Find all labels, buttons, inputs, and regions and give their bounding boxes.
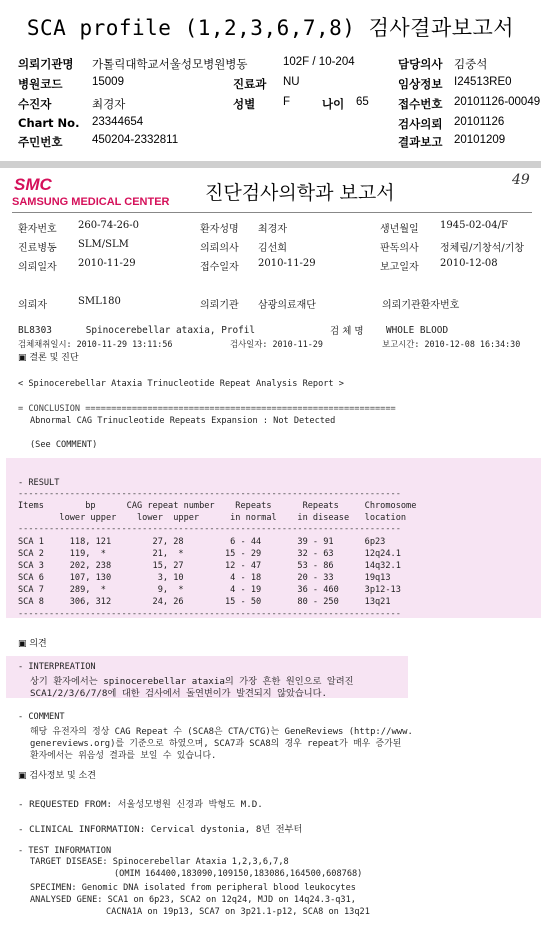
label-institution: 의뢰기관명 xyxy=(18,57,74,71)
table-row: SCA 2 119, * 21, * 15 - 29 32 - 63 12q24.1 xyxy=(18,549,401,559)
comment-line-2: genereviews.org)를 기준으로 하였으며, SCA7과 SCA8의 경우 repeat가 매우 증가된 xyxy=(30,739,402,749)
field-patient-name-label: 환자성명 xyxy=(200,224,239,235)
field-requester-label: 의뢰자 xyxy=(18,300,47,311)
value-hospital-code: 15009 xyxy=(92,76,124,88)
value-sex: F xyxy=(283,96,291,108)
report-time: 보고시간: 2010-12-08 16:34:30 xyxy=(382,339,521,349)
requested-from: - REQUESTED FROM: 서울성모병원 신경과 박형도 M.D. xyxy=(18,799,263,810)
label-clinical-info: 임상정보 xyxy=(398,77,443,91)
interpretation-line-2: SCA1/2/3/6/7/8에 대한 검사에서 돌연변이가 발견되지 않았습니다. xyxy=(30,688,328,699)
section-conclusion-title: ▣ 결론 및 진단 xyxy=(18,353,79,363)
result-rule-bottom: -------------------------------------------------------------------------- xyxy=(18,609,401,619)
label-request-date: 검사의뢰 xyxy=(398,117,443,131)
analysed-genes-1: ANALYSED GENE: SCA1 on 6p23, SCA2 on 12q24, MJD on 14q24.3-q31, xyxy=(30,895,356,905)
field-ward: SLM/SLM xyxy=(78,239,129,250)
smc-logo: SMC xyxy=(14,175,52,194)
interpretation-line-1: 상기 환자에서는 spinocerebellar ataxia의 가장 흔한 원인으로 알려진 xyxy=(30,676,354,687)
value-receipt-no: 20101126-00049 xyxy=(454,96,541,108)
value-clinical-info: I24513RE0 xyxy=(454,76,512,88)
field-request-date-label: 의뢰일자 xyxy=(18,262,57,273)
exam-date: 검사일자: 2010-11-29 xyxy=(230,339,323,349)
page-title: SCA profile (1,2,3,6,7,8) 검사결과보고서 xyxy=(26,16,515,40)
result-column-header-1: Items bp CAG repeat number Repeats Repeats Chromosome xyxy=(18,501,417,511)
result-column-header-2: lower upper lower upper in normal in disease location xyxy=(18,513,407,523)
label-resident-no: 주민번호 xyxy=(18,135,63,149)
value-department: NU xyxy=(283,76,300,88)
result-rule-mid: -------------------------------------------------------------------------- xyxy=(18,524,401,534)
value-doctor: 김중석 xyxy=(454,59,488,71)
hospital-name: SAMSUNG MEDICAL CENTER xyxy=(12,196,170,208)
field-patient-no: 260-74-26-0 xyxy=(78,220,140,231)
header-rule xyxy=(12,212,532,213)
field-reader-label: 판독의사 xyxy=(380,243,419,254)
clinical-information: - CLINICAL INFORMATION: Cervical dystonia, 8년 전부터 xyxy=(18,824,303,835)
value-institution: 가톨릭대학교서울성모병원병동 xyxy=(92,59,248,71)
value-report-date: 20101209 xyxy=(454,134,506,146)
field-referring: 김선희 xyxy=(258,243,287,254)
interpretation-header: - INTERPREATION xyxy=(18,662,96,672)
field-institution-label: 의뢰기관 xyxy=(200,300,239,311)
report-name: < Spinocerebellar Ataxia Trinucleotide Repeat Analysis Report > xyxy=(18,379,344,389)
value-request-date: 20101126 xyxy=(454,116,505,128)
section-opinion-title: ▣ 의견 xyxy=(18,639,47,649)
field-birth: 1945-02-04/F xyxy=(440,220,508,231)
section-test-info-title: ▣ 검사정보 및 소견 xyxy=(18,771,96,781)
conclusion-header: = CONCLUSION ============================================================ xyxy=(18,404,396,414)
conclusion-text: Abnormal CAG Trinucleotide Repeats Expansion : Not Detected xyxy=(30,416,336,426)
table-row: SCA 3 202, 238 15, 27 12 - 47 53 - 86 14q32.1 xyxy=(18,561,401,571)
collection-time: 검체채취일시: 2010-11-29 13:11:56 xyxy=(18,339,173,349)
field-request-date: 2010-11-29 xyxy=(78,258,136,269)
specimen-info: SPECIMEN: Genomic DNA isolated from peripheral blood leukocytes xyxy=(30,883,356,893)
section-divider xyxy=(0,161,541,168)
test-name: BL8303 Spinocerebellar ataxia, Profil xyxy=(18,325,256,336)
label-sex: 성별 xyxy=(233,97,256,111)
comment-header: - COMMENT xyxy=(18,712,65,722)
label-doctor: 담당의사 xyxy=(398,57,443,71)
omim-numbers: (OMIM 164400,183090,109150,183086,164500,608768) xyxy=(114,869,363,879)
result-rule-top: -------------------------------------------------------------------------- xyxy=(18,489,401,499)
field-reader: 정체림/기창석/기창 xyxy=(440,243,525,254)
report-title: 진단검사의학과 보고서 xyxy=(205,182,395,204)
comment-line-1: 해당 유전자의 정상 CAG Repeat 수 (SCA8은 CTA/CTG)는 GeneReviews (http://www. xyxy=(30,727,413,737)
result-header: - RESULT xyxy=(18,478,60,488)
table-row: SCA 1 118, 121 27, 28 6 - 44 39 - 91 6p23 xyxy=(18,537,386,547)
field-ward-label: 진료병동 xyxy=(18,243,57,254)
analysed-genes-2: CACNA1A on 19p13, SCA7 on 3p21.1-p12, SCA8 on 13q21 xyxy=(106,907,370,917)
specimen-value: WHOLE BLOOD xyxy=(386,325,449,336)
field-receipt-date: 2010-11-29 xyxy=(258,258,316,269)
value-chart-no: 23344654 xyxy=(92,116,144,128)
label-patient: 수진자 xyxy=(18,97,52,111)
value-resident-no: 450204-2332811 xyxy=(92,134,179,146)
target-disease: TARGET DISEASE: Spinocerebellar Ataxia 1,2,3,6,7,8 xyxy=(30,857,289,867)
value-patient: 최경자 xyxy=(92,99,126,111)
field-requester: SML180 xyxy=(78,296,121,307)
field-report-date: 2010-12-08 xyxy=(440,258,498,269)
value-ward: 102F / 10-204 xyxy=(283,56,355,68)
field-patient-name: 최경자 xyxy=(258,224,287,235)
label-report-date: 결과보고 xyxy=(398,135,443,149)
test-information-header: - TEST INFORMATION xyxy=(18,846,112,856)
specimen-label: 검 체 명 xyxy=(330,326,364,337)
value-age: 65 xyxy=(356,96,369,108)
label-department: 진료과 xyxy=(233,77,267,91)
label-hospital-code: 병원코드 xyxy=(18,77,63,91)
label-chart-no: Chart No. xyxy=(18,116,80,130)
table-row: SCA 6 107, 130 3, 10 4 - 18 20 - 33 19q13 xyxy=(18,573,391,583)
field-inst-patient-no-label: 의뢰기관환자번호 xyxy=(382,300,460,311)
comment-line-3: 환자에서는 위음성 결과를 보일 수 있습니다. xyxy=(30,751,217,761)
label-age: 나이 xyxy=(322,97,345,111)
field-institution: 삼광의료재단 xyxy=(258,300,316,311)
field-receipt-date-label: 접수일자 xyxy=(200,262,239,273)
field-report-date-label: 보고일자 xyxy=(380,262,419,273)
field-birth-label: 생년월일 xyxy=(380,224,419,235)
table-row: SCA 7 289, * 9, * 4 - 19 36 - 460 3p12-13 xyxy=(18,585,401,595)
table-row: SCA 8 306, 312 24, 26 15 - 50 80 - 250 13q21 xyxy=(18,597,391,607)
label-receipt-no: 접수번호 xyxy=(398,97,443,111)
field-patient-no-label: 환자번호 xyxy=(18,224,57,235)
handwritten-note: 49 xyxy=(512,172,530,188)
field-referring-label: 의뢰의사 xyxy=(200,243,239,254)
see-comment: (See COMMENT) xyxy=(30,440,98,450)
